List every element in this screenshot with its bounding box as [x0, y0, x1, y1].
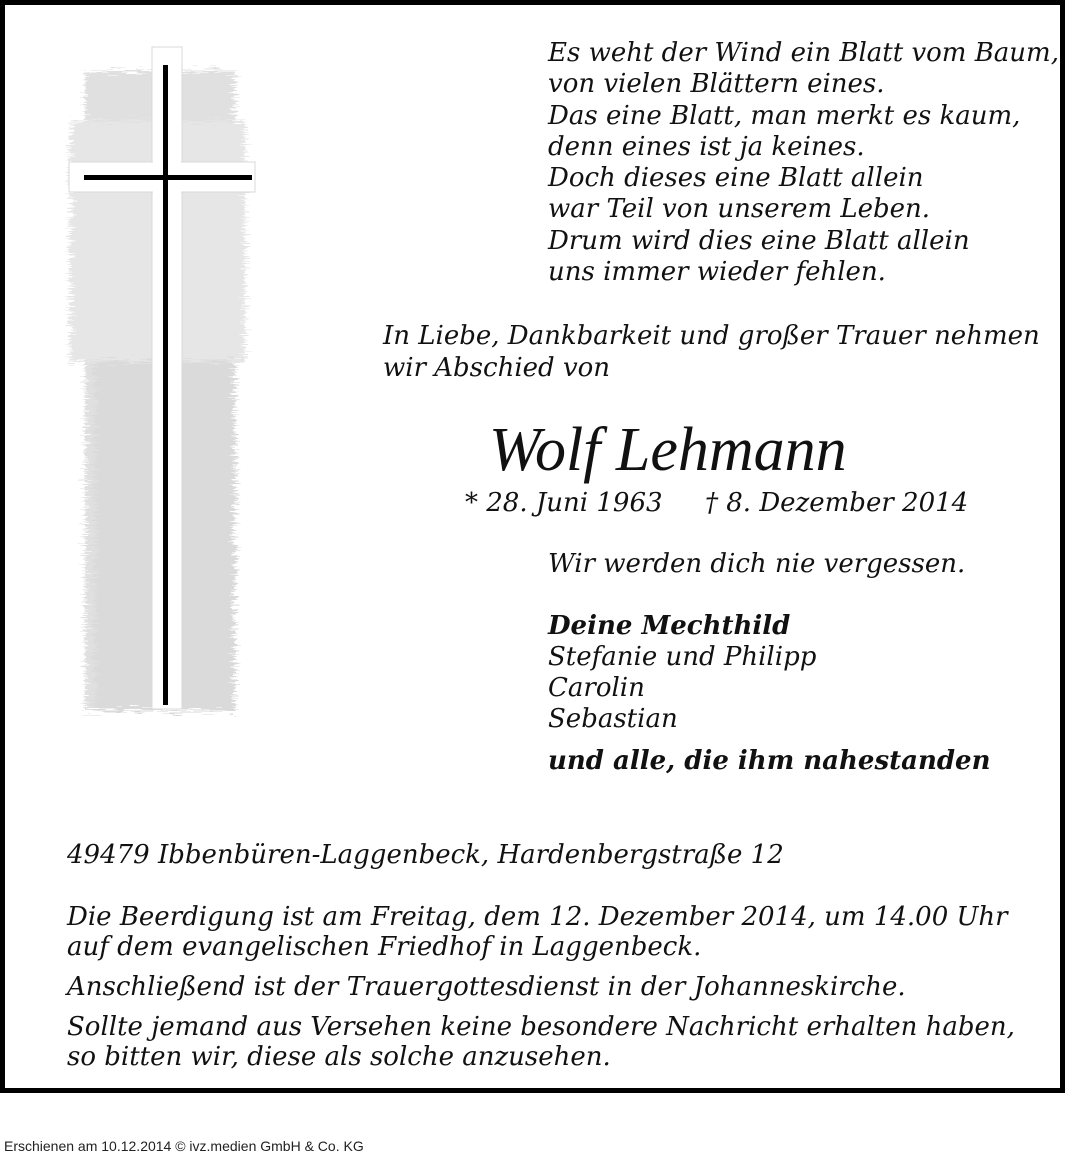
poem-line: Das eine Blatt, man merkt es kaum,: [548, 100, 1021, 131]
poem: [548, 38, 1059, 288]
publication-footer: Erschienen am 10.12.2014 © ivz.medien GmbH & Co. KG: [4, 1138, 364, 1154]
primary-signer: Deine Mechthild: [548, 611, 791, 641]
closing-signers: und alle, die ihm nahestanden: [548, 746, 991, 776]
death-date: † 8. Dezember 2014: [705, 488, 969, 518]
signer: Stefanie und Philipp: [548, 642, 817, 672]
poem-line: denn eines ist ja keines.: [548, 131, 865, 162]
info-paragraph: Sollte jemand aus Versehen keine besondere Nachricht erhalten haben, so bitten wir, diese als solche anzusehen.: [67, 1012, 1015, 1072]
poem-line: von vielen Blättern eines.: [548, 69, 885, 100]
intro-text: In Liebe, Dankbarkeit und großer Trauer nehmen wir Abschied von: [383, 321, 1040, 383]
signers: [548, 611, 816, 735]
poem-line: Drum wird dies eine Blatt allein: [548, 225, 970, 256]
funeral-info: [67, 902, 1042, 1082]
info-paragraph: Anschließend ist der Trauergottesdienst in der Johanneskirche.: [67, 972, 906, 1002]
poem-line: uns immer wieder fehlen.: [548, 257, 886, 288]
birth-date: * 28. Juni 1963: [465, 488, 663, 518]
poem-line: war Teil von unserem Leben.: [548, 194, 931, 225]
address: 49479 Ibbenbüren-Laggenbeck, Hardenbergstraße 12: [67, 840, 784, 870]
signer: Sebastian: [548, 704, 678, 734]
farewell-text: Wir werden dich nie vergessen.: [548, 549, 966, 579]
cross-icon: [65, 41, 265, 731]
signer: Carolin: [548, 673, 645, 703]
info-paragraph: Die Beerdigung ist am Freitag, dem 12. Dezember 2014, um 14.00 Uhr auf dem evangelischen Friedhof in Laggenbeck.: [67, 902, 1008, 962]
deceased-name: Wolf Lehmann: [489, 416, 847, 484]
poem-line: Doch dieses eine Blatt allein: [548, 163, 924, 194]
poem-line: Es weht der Wind ein Blatt vom Baum,: [548, 38, 1059, 68]
